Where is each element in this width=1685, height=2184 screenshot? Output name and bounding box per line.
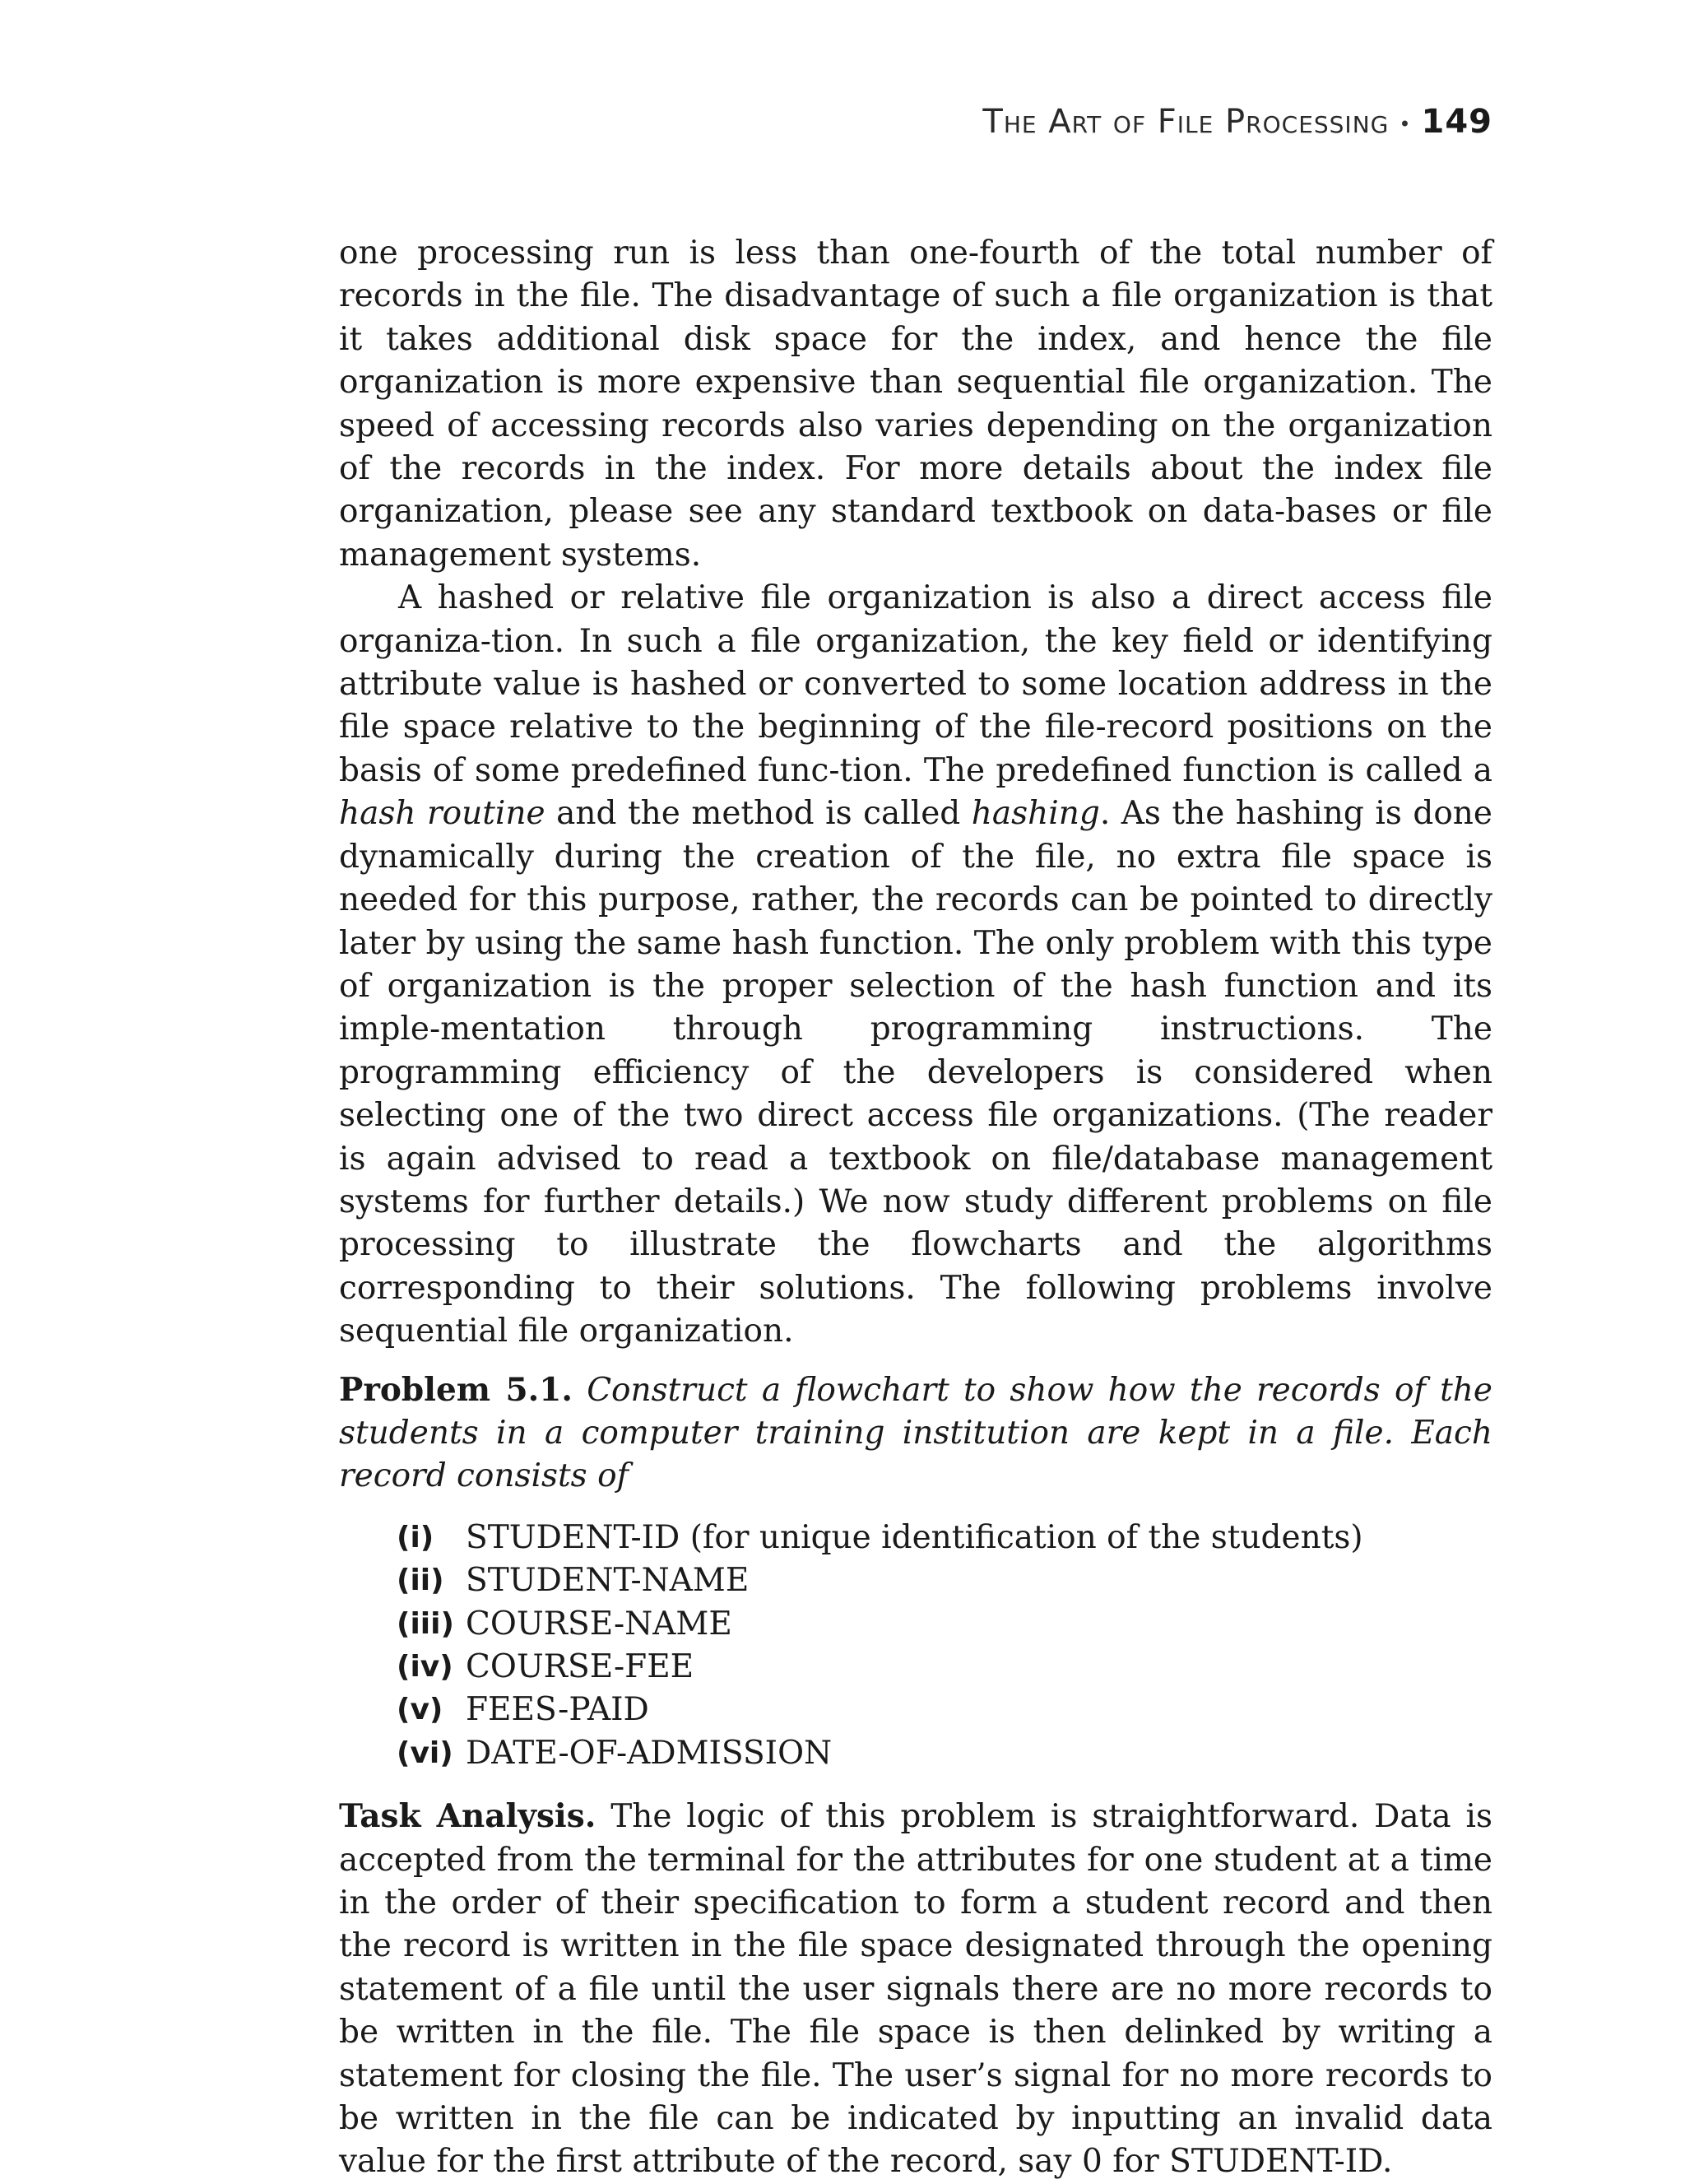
- task-text: The logic of this problem is straightforward. Data is accepted from the terminal for the attributes for one student at a time in the order of their specification to form a student record and then the record is written in the file space designated through the opening statement of a file until the user signals there are no more records to be written in the file. The file space is then delinked by writing a statement for closing the file. The user’s signal for no more records to be written in the file can be indicated by inputting an invalid data value for the first attribute of the record, say 0 for STUDENT-ID.: [339, 1798, 1492, 2181]
- list-number: (iii): [397, 1606, 454, 1641]
- running-title: The Art of File Processing: [982, 103, 1390, 141]
- list-text: FEES-PAID: [466, 1691, 649, 1729]
- task-label: Task Analysis.: [339, 1797, 596, 1836]
- term-hashing: hashing: [971, 795, 1100, 833]
- paragraph-text: A hashed or relative file organization is also a direct access file organiza-tion. In such a file organization, the key field or identifying attribute value is hashed or converted to some location address in the file space relative to the beginning of the file-record positions on the basis of some predefined func-tion. The predefined function is called a: [339, 579, 1492, 789]
- list-text: DATE-OF-ADMISSION: [466, 1734, 833, 1772]
- problem-statement: [339, 1368, 1492, 1499]
- page-number: 149: [1421, 103, 1492, 141]
- list-number: (i): [397, 1520, 434, 1554]
- page-body: [339, 232, 1492, 2184]
- term-hash-routine: hash routine: [339, 795, 545, 833]
- problem-text: Construct a flowchart to show how the records of the students in a computer training institution are kept in a file. Each record consists of: [339, 1371, 1492, 1495]
- list-number: (vi): [397, 1736, 453, 1770]
- paragraph-hashed-organization: [339, 577, 1492, 1353]
- list-item: [397, 1689, 1492, 1731]
- paragraph-index-organization: one processing run is less than one-fourth of the total number of records in the file. The disadvantage of such a file organization is that it takes additional disk space for the index, and hence the file organization is more expensive than sequential file organization. The speed of accessing records also varies depending on the organization of the records in the index. For more details about the index file organization, please see any standard textbook on data-bases or file management systems.: [339, 235, 1492, 574]
- list-item: [397, 1559, 1492, 1602]
- list-item: [397, 1732, 1492, 1775]
- list-number: (iv): [397, 1650, 453, 1684]
- list-text: STUDENT-NAME: [466, 1562, 750, 1600]
- task-analysis: [339, 1795, 1492, 2184]
- running-header: [339, 97, 1492, 149]
- list-item: [397, 1603, 1492, 1646]
- attribute-list: [397, 1517, 1492, 1775]
- header-separator: •: [1399, 113, 1412, 136]
- list-number: (ii): [397, 1564, 444, 1598]
- list-item: [397, 1646, 1492, 1689]
- paragraph-text: and the method is called: [545, 795, 972, 833]
- problem-label: Problem 5.1.: [339, 1370, 573, 1409]
- list-text: COURSE-FEE: [466, 1648, 694, 1685]
- list-item: [397, 1517, 1492, 1559]
- list-text: COURSE-NAME: [466, 1605, 732, 1643]
- list-text: STUDENT-ID (for unique identification of the students): [466, 1518, 1363, 1556]
- list-number: (v): [397, 1693, 443, 1727]
- paragraph-text: . As the hashing is done dynamically during the creation of the file, no extra file space is needed for this purpose, rather, the records can be pointed to directly later by using the same hash function. The only problem with this type of organization is the proper selection of the hash function and its imple-mentation through programming instructions. The programming efficiency of the developers is considered when selecting one of the two direct access file organizations. (The reader is again advised to read a textbook on file/database management systems for further details.) We now study different problems on file processing to illustrate the flowcharts and the algorithms corresponding to their solutions. The following problems involve sequential file organization.: [339, 795, 1492, 1350]
